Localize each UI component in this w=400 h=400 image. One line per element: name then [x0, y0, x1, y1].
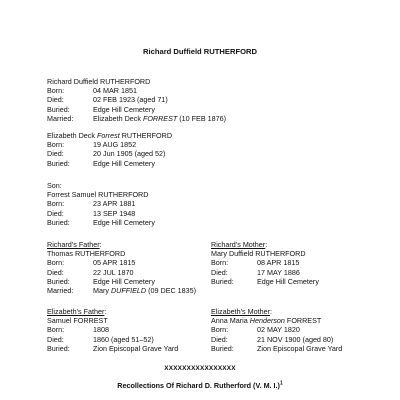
- died-label: Died:: [211, 267, 228, 277]
- heading-text: Elizabeth’s Mother: [211, 307, 270, 316]
- section-separator: XXXXXXXXXXXXXXXX: [164, 365, 236, 372]
- born-label: Born:: [47, 86, 65, 96]
- buried-value: Zion Episcopal Grave Yard: [93, 343, 179, 353]
- married-text: Elizabeth Deck: [93, 113, 143, 123]
- heading-colon: :: [99, 240, 102, 249]
- died-value: 13 SEP 1948: [93, 208, 136, 218]
- died-label: Died:: [47, 149, 64, 159]
- married-date: (09 DEC 1835): [146, 286, 197, 296]
- person-name: Thomas RUTHERFORD: [47, 249, 126, 259]
- person-name: [211, 316, 342, 325]
- born-label: Born:: [47, 325, 65, 335]
- married-value: [93, 286, 196, 295]
- heading-text: Elizabeth’s Father: [47, 307, 105, 316]
- born-value: 02 MAY 1820: [257, 325, 300, 335]
- married-label: Married:: [47, 286, 74, 296]
- born-value: 04 MAR 1851: [93, 86, 137, 96]
- married-value: [93, 114, 226, 123]
- died-value: 02 FEB 1923 (aged 71): [93, 95, 168, 105]
- buried-label: Buried:: [47, 343, 70, 353]
- buried-value: Edge Hill Cemetery: [257, 276, 319, 286]
- born-label: Born:: [211, 258, 229, 268]
- recollections-heading: [0, 381, 400, 390]
- born-value: 05 APR 1815: [93, 258, 136, 268]
- born-label: Born:: [47, 140, 65, 150]
- buried-label: Buried:: [47, 217, 70, 227]
- died-label: Died:: [47, 208, 64, 218]
- son-heading: Son:: [47, 181, 62, 190]
- buried-value: Edge Hill Cemetery: [93, 217, 155, 227]
- person-richards-father: [47, 240, 196, 295]
- person-elizabeths-father: [47, 307, 178, 353]
- section-heading: [211, 307, 342, 316]
- heading-text: Richard’s Father: [47, 240, 100, 249]
- name-given: Anna Maria: [211, 316, 250, 326]
- section-heading: [47, 307, 178, 316]
- person-richards-mother: [211, 240, 319, 286]
- born-value: 08 APR 1815: [257, 258, 300, 268]
- footnote-marker: 1: [279, 380, 283, 387]
- name-given: Elizabeth Deck: [47, 131, 97, 140]
- died-value: 22 JUL 1870: [93, 267, 134, 277]
- person-name: Richard Duffield RUTHERFORD: [47, 77, 151, 86]
- married-surname: DUFFIELD: [110, 286, 147, 296]
- person-elizabeth: [47, 131, 172, 168]
- died-value: 21 NOV 1900 (aged 80): [257, 334, 334, 344]
- born-value: 23 APR 1881: [93, 199, 136, 209]
- died-label: Died:: [47, 267, 64, 277]
- person-name: [47, 131, 172, 140]
- person-name: Samuel FORREST: [47, 316, 108, 326]
- heading-colon: :: [265, 240, 268, 249]
- name-surname: FORREST: [284, 316, 322, 326]
- heading-text: Richard’s Mother: [211, 240, 266, 249]
- died-label: Died:: [47, 334, 64, 344]
- buried-label: Buried:: [211, 343, 234, 353]
- buried-label: Buried:: [47, 158, 70, 168]
- died-label: Died:: [211, 334, 228, 344]
- person-richard: [47, 77, 226, 123]
- died-value: 20 Jun 1905 (aged 52): [93, 149, 166, 159]
- died-value: 17 MAY 1886: [257, 267, 300, 277]
- buried-value: Edge Hill Cemetery: [93, 158, 155, 168]
- born-value: 19 AUG 1852: [93, 140, 137, 150]
- died-value: 1860 (aged 51–52): [93, 334, 154, 344]
- born-value: 1808: [93, 325, 109, 335]
- section-heading: [211, 240, 319, 249]
- name-surname: RUTHERFORD: [119, 131, 173, 140]
- born-label: Born:: [211, 325, 229, 335]
- buried-label: Buried:: [211, 276, 234, 286]
- person-elizabeths-mother: [211, 307, 342, 353]
- born-label: Born:: [47, 199, 65, 209]
- buried-value: Edge Hill Cemetery: [93, 276, 155, 286]
- recollections-title: Recollections Of Richard D. Rutherford (V. M. I.): [117, 381, 280, 390]
- married-text: Mary: [93, 286, 111, 296]
- married-label: Married:: [47, 113, 74, 123]
- born-label: Born:: [47, 258, 65, 268]
- buried-value: Edge Hill Cemetery: [93, 104, 155, 114]
- buried-value: Zion Episcopal Grave Yard: [257, 343, 343, 353]
- heading-colon: :: [270, 307, 272, 316]
- died-label: Died:: [47, 95, 64, 105]
- married-surname: FORREST: [142, 113, 178, 123]
- heading-colon: :: [104, 307, 107, 316]
- name-maiden: Forrest: [96, 131, 120, 140]
- page-title: Richard Duffield RUTHERFORD: [143, 47, 257, 56]
- buried-label: Buried:: [47, 276, 70, 286]
- person-son: [47, 181, 155, 227]
- married-date: (10 FEB 1876): [177, 113, 227, 123]
- name-maiden: Henderson: [249, 316, 285, 326]
- person-name: Mary Duffield RUTHERFORD: [211, 249, 306, 259]
- section-heading: [47, 240, 196, 249]
- buried-label: Buried:: [47, 104, 70, 114]
- person-name: Forrest Samuel RUTHERFORD: [47, 190, 149, 200]
